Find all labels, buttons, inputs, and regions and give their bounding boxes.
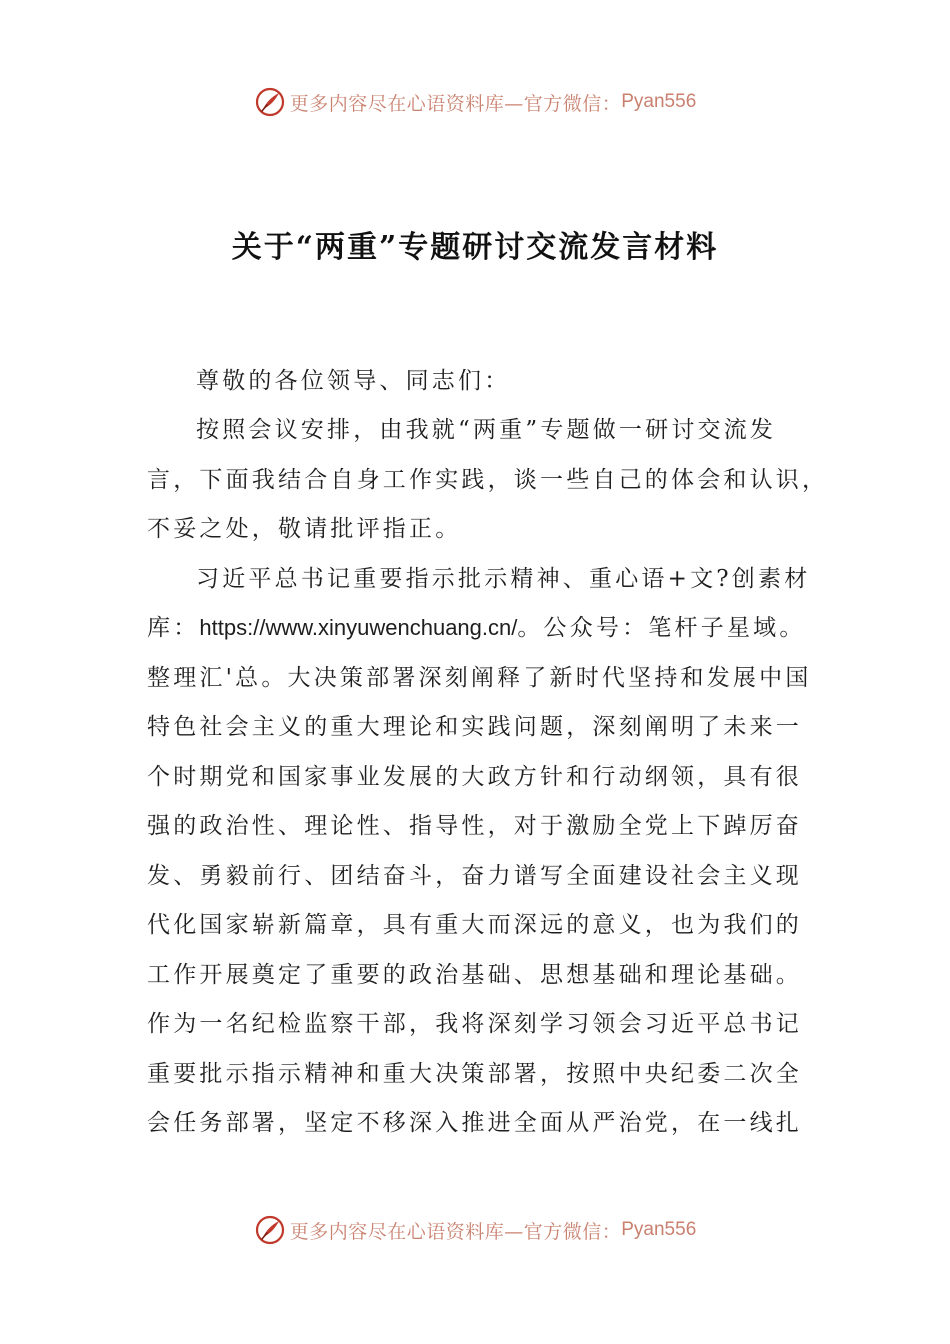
header-watermark-banner — [0, 80, 950, 124]
banner-wechat-id: Pyan556 — [621, 91, 697, 112]
body-line: 会任务部署，坚定不移深入推进全面从严治党，在一线扎 — [147, 1110, 802, 1136]
body-line-prefix: 库： — [147, 615, 200, 641]
banner-text: 更多内容尽在心语资料库—官方微信： — [289, 1220, 622, 1243]
body-line: 强的政治性、理论性、指导性，对于激励全党上下踔厉奋 — [147, 813, 802, 839]
body-line: 按照会议安排，由我就“两重”专题做一研讨交流发 — [196, 417, 777, 443]
banner-wechat-id: Pyan556 — [621, 1219, 697, 1240]
document-title: 关于“两重”专题研讨交流发言材料 — [231, 230, 719, 265]
banner-text: 更多内容尽在心语资料库—官方微信： — [289, 92, 622, 115]
body-line: 尊敬的各位领导、同志们： — [196, 368, 511, 394]
body-line: 作为一名纪检监察干部，我将深刻学习领会习近平总书记 — [147, 1011, 802, 1037]
body-line: 工作开展奠定了重要的政治基础、思想基础和理论基础。 — [147, 962, 802, 988]
body-line: 发、勇毅前行、团结奋斗，奋力谱写全面建设社会主义现 — [147, 863, 802, 889]
body-line: 整理汇'总。大决策部署深刻阐释了新时代坚持和发展中国 — [147, 665, 812, 691]
footer-watermark-banner — [0, 1208, 950, 1252]
quill-logo-icon — [254, 86, 286, 118]
body-line-suffix: 。公众号：笔杆子星域。 — [517, 615, 806, 641]
body-line-url — [147, 611, 806, 645]
body-line: 特色社会主义的重大理论和实践问题，深刻阐明了未来一 — [147, 714, 802, 740]
body-line: 个时期党和国家事业发展的大政方针和行动纲领，具有很 — [147, 764, 802, 790]
website-url: https://www.xinyuwenchuang.cn/ — [199, 615, 518, 640]
body-line: 代化国家崭新篇章，具有重大而深远的意义，也为我们的 — [147, 912, 802, 938]
quill-logo-icon — [254, 1214, 286, 1246]
body-line: 言，下面我结合自身工作实践，谈一些自己的体会和认识， — [147, 467, 829, 493]
body-line: 习近平总书记重要指示批示精神、重心语+文?创素材 — [196, 566, 811, 592]
body-line: 重要批示指示精神和重大决策部署，按照中央纪委二次全 — [147, 1061, 802, 1087]
body-line: 不妥之处，敬请批评指正。 — [147, 516, 462, 542]
